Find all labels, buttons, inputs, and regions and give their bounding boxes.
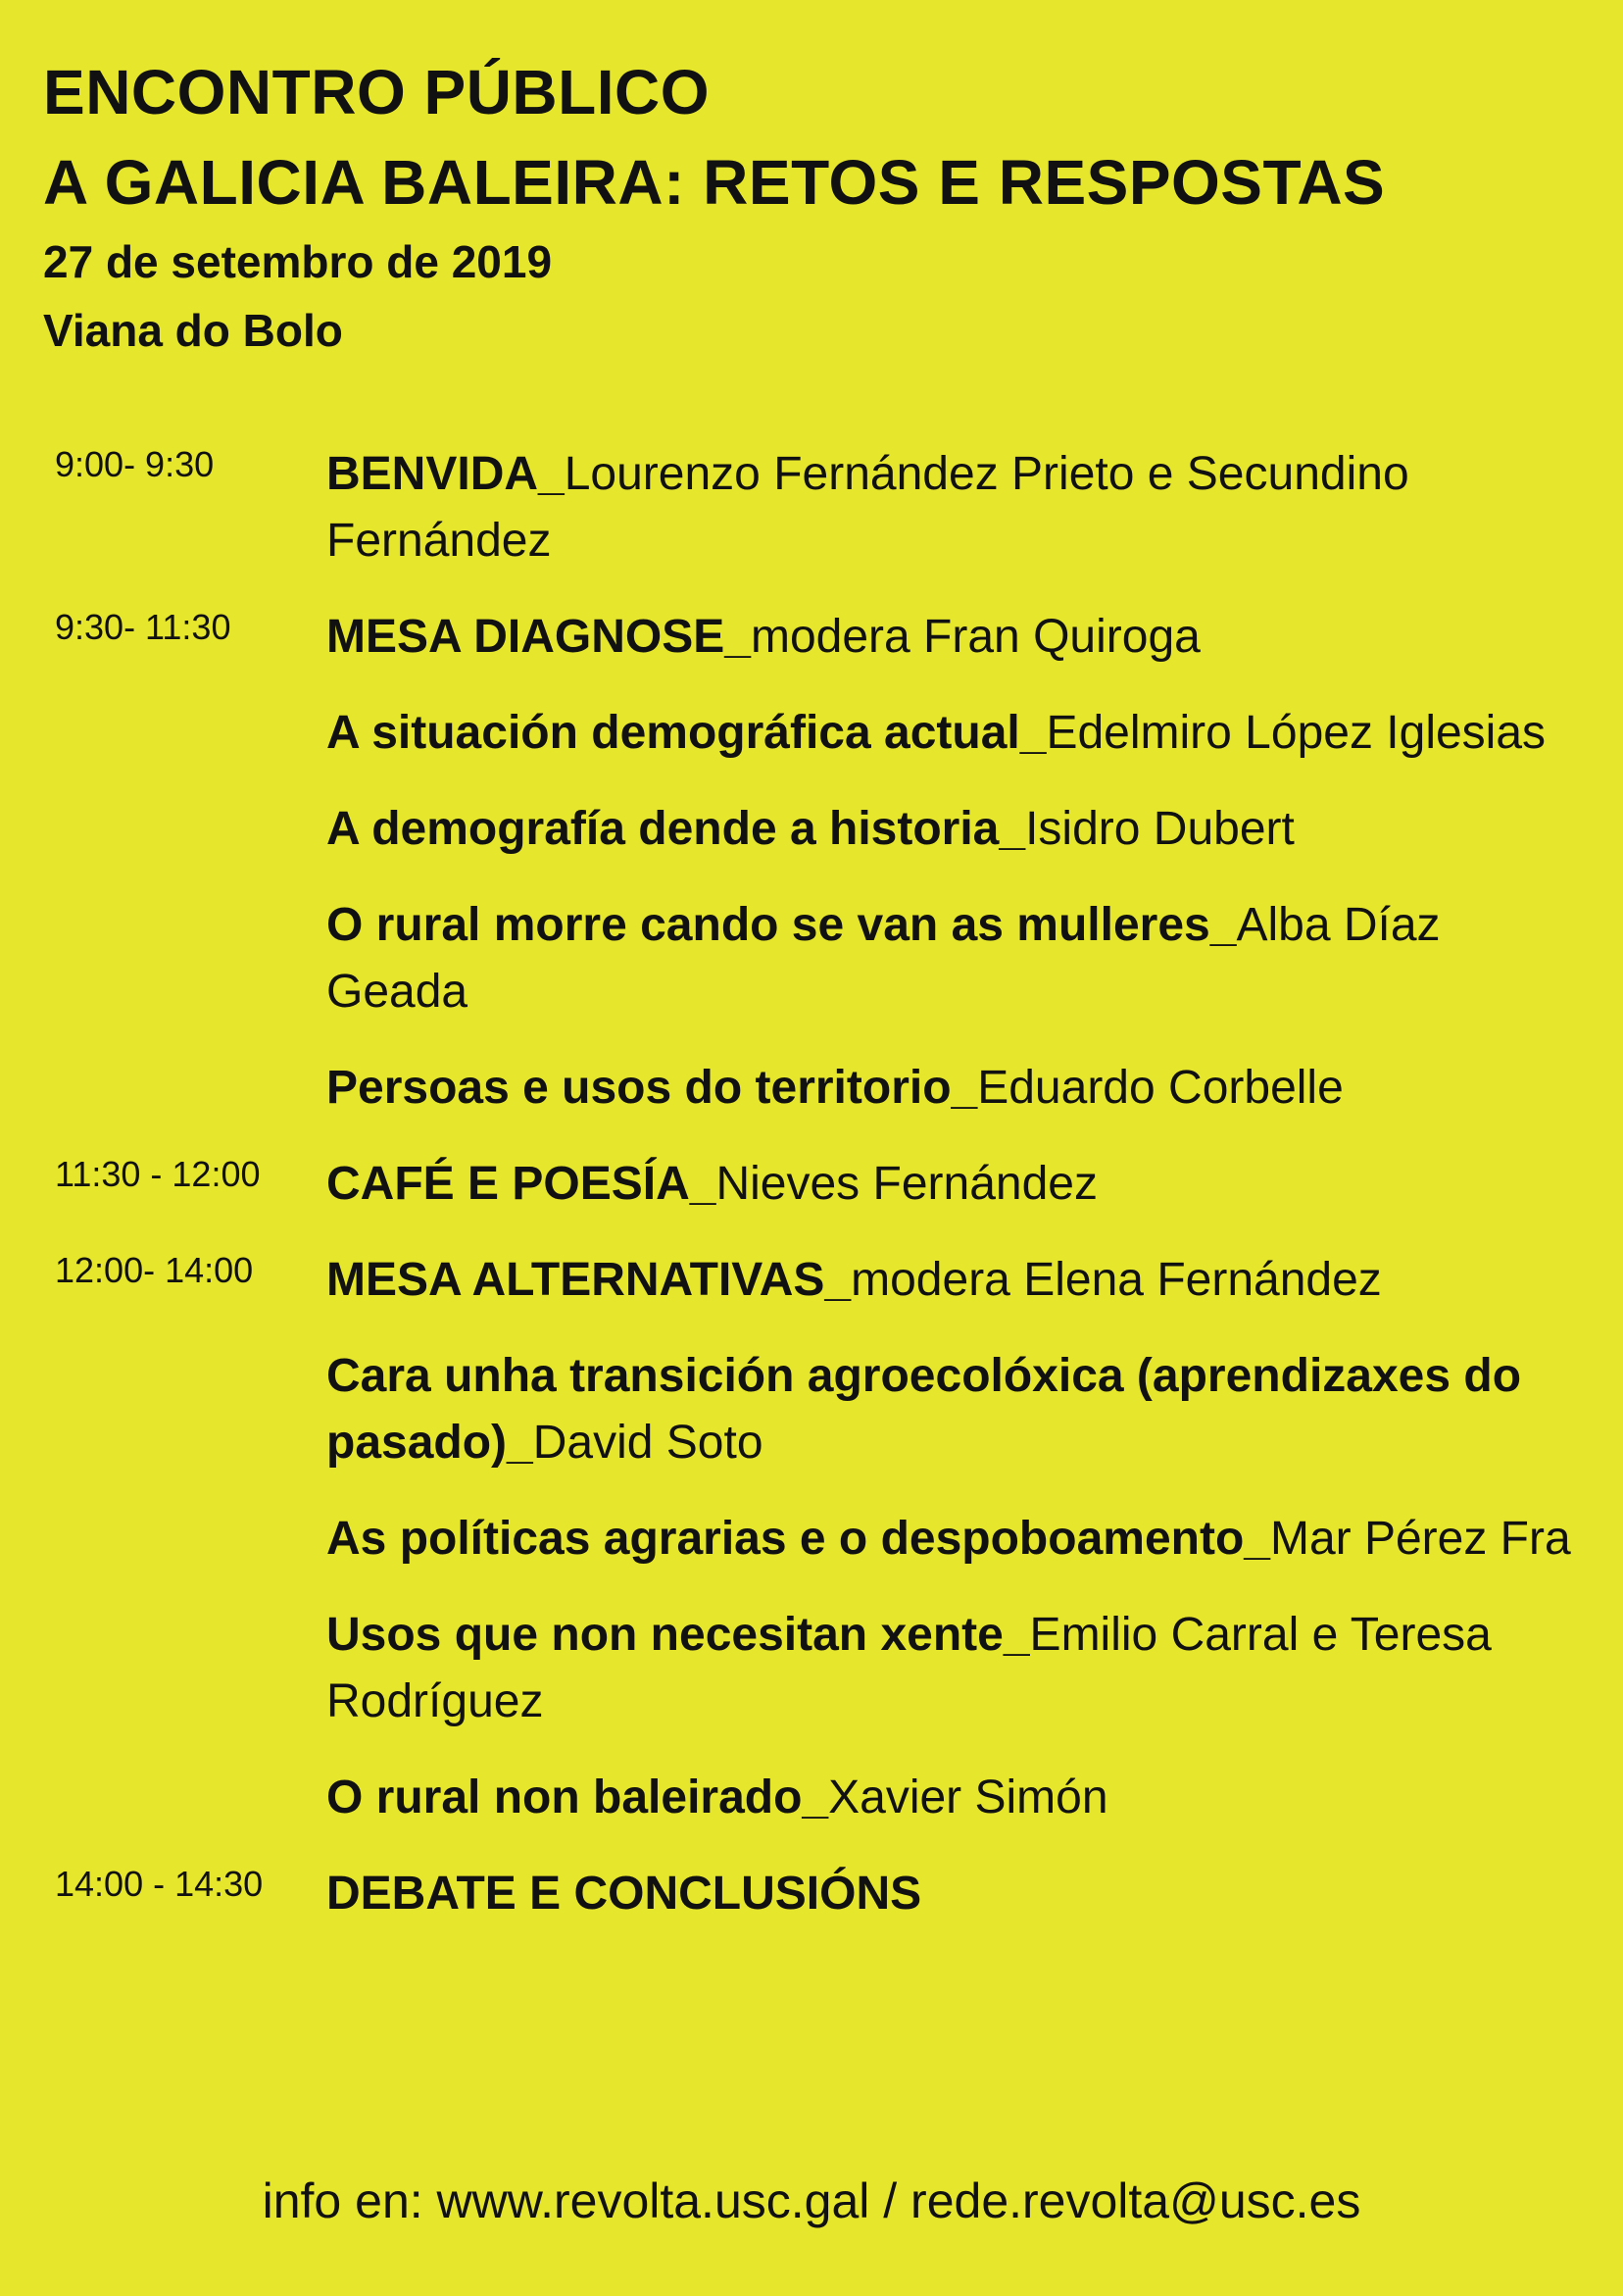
program-speaker: modera Fran Quiroga <box>750 611 1201 663</box>
program-session-title: CAFÉ E POESÍA_ <box>326 1158 716 1210</box>
program-item <box>55 1506 1584 1572</box>
program-session-title: As políticas agrarias e o despoboamento_ <box>326 1513 1270 1565</box>
program-item <box>55 1247 1584 1314</box>
program-item <box>55 796 1584 863</box>
event-title-line-2: A GALICIA BALEIRA: RETOS E RESPOSTAS <box>43 147 1386 218</box>
program-text <box>326 1247 1591 1314</box>
program-item <box>55 604 1584 671</box>
program-text <box>326 1861 1591 1927</box>
program-session-title: Persoas e usos do territorio_ <box>326 1062 978 1114</box>
program-item <box>55 441 1584 574</box>
event-title-line-1: ENCONTRO PÚBLICO <box>43 57 710 127</box>
program-text <box>326 1343 1591 1476</box>
program-item <box>55 1151 1584 1218</box>
program-text <box>326 796 1591 863</box>
program-text <box>326 604 1591 671</box>
program-session-title: BENVIDA_ <box>326 448 565 500</box>
program-speaker: Emilio Carral e Teresa Rodríguez <box>326 1609 1492 1727</box>
program-item <box>55 892 1584 1025</box>
program-speaker: Edelmiro López Iglesias <box>1046 707 1547 759</box>
program-item <box>55 700 1584 767</box>
program-speaker: Nieves Fernández <box>715 1158 1098 1210</box>
program-text <box>326 1055 1591 1122</box>
program-schedule <box>55 441 1584 1957</box>
event-date: 27 de setembro de 2019 <box>43 236 553 287</box>
program-session-title: DEBATE E CONCLUSIÓNS <box>326 1868 922 1920</box>
program-text <box>326 1506 1591 1572</box>
program-item <box>55 1602 1584 1735</box>
program-item <box>55 1055 1584 1122</box>
program-item <box>55 1765 1584 1831</box>
event-place: Viana do Bolo <box>43 305 343 356</box>
program-item <box>55 1861 1584 1927</box>
program-session-title: A situación demográfica actual_ <box>326 707 1047 759</box>
program-speaker: Xavier Simón <box>828 1772 1108 1823</box>
program-time: 14:00 - 14:30 <box>55 1864 264 1904</box>
program-session-title: Cara unha transición agroecolóxica (aprendizaxes do pasado)_ <box>326 1350 1522 1469</box>
program-session-title: O rural morre cando se van as mulleres_ <box>326 899 1237 951</box>
program-text <box>326 1602 1591 1735</box>
header <box>43 47 1592 365</box>
program-time: 12:00- 14:00 <box>55 1250 254 1290</box>
program-session-title: Usos que non necesitan xente_ <box>326 1609 1030 1661</box>
program-session-title: A demografía dende a historia_ <box>326 803 1026 855</box>
program-time: 9:30- 11:30 <box>55 607 231 647</box>
program-text <box>326 700 1591 767</box>
program-speaker: Eduardo Corbelle <box>977 1062 1344 1114</box>
program-time: 11:30 - 12:00 <box>55 1154 261 1194</box>
program-text <box>326 892 1591 1025</box>
program-speaker: modera Elena Fernández <box>851 1254 1382 1306</box>
program-speaker: Lourenzo Fernández Prieto e Secundino Fernández <box>326 448 1409 567</box>
program-text <box>326 1765 1591 1831</box>
program-text <box>326 441 1591 574</box>
program-speaker: Isidro Dubert <box>1025 803 1295 855</box>
program-session-title: MESA DIAGNOSE_ <box>326 611 751 663</box>
program-speaker: Mar Pérez Fra <box>1269 1513 1571 1565</box>
program-session-title: MESA ALTERNATIVAS_ <box>326 1254 852 1306</box>
program-time: 9:00- 9:30 <box>55 444 215 484</box>
footer-info: info en: www.revolta.usc.gal / rede.revolta@usc.es <box>262 2173 1361 2228</box>
program-speaker: David Soto <box>532 1417 763 1469</box>
program-text <box>326 1151 1591 1218</box>
program-speaker: Alba Díaz Geada <box>326 899 1441 1018</box>
program-item <box>55 1343 1584 1476</box>
program-session-title: O rural non baleirado_ <box>326 1772 829 1823</box>
